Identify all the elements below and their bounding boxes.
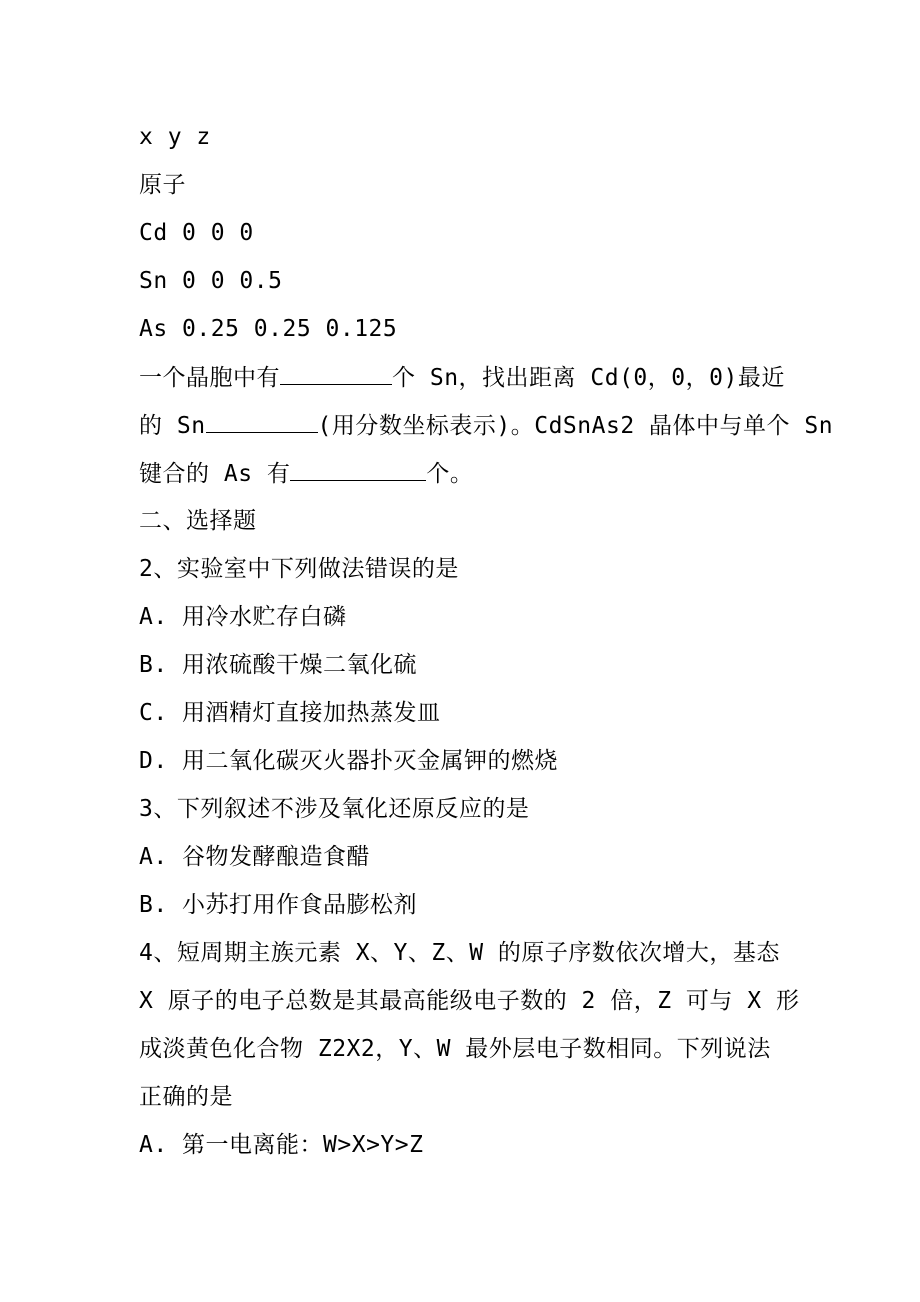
answer-blank-1 <box>280 362 392 385</box>
question-4-stem-line-3: 成淡黄色化合物 Z2X2，Y、W 最外层电子数相同。下列说法 <box>139 1036 771 1062</box>
table-row-as: As 0.25 0.25 0.125 <box>139 316 398 342</box>
section-title: 二、选择题 <box>139 508 257 534</box>
question-1-line-2 <box>139 410 834 441</box>
question-4-stem-line-4: 正确的是 <box>139 1084 233 1110</box>
question-4-stem-line-1: 4、短周期主族元素 X、Y、Z、W 的原子序数依次增大，基态 <box>139 940 780 966</box>
q1-text-2b: (用分数坐标表示)。CdSnAs2 晶体中与单个 Sn <box>317 413 834 439</box>
q1-text-3a: 键合的 As 有 <box>139 461 291 487</box>
answer-blank-2 <box>206 410 318 433</box>
question-2-option-d: D. 用二氧化碳灭火器扑灭金属钾的燃烧 <box>139 748 559 774</box>
table-row-label: 原子 <box>139 172 186 198</box>
question-1-line-3 <box>139 458 789 489</box>
table-row-cd: Cd 0 0 0 <box>139 220 254 246</box>
q1-text-2a: 的 Sn <box>139 413 206 439</box>
table-header: x y z <box>139 124 211 150</box>
question-2-option-c: C. 用酒精灯直接加热蒸发皿 <box>139 700 441 726</box>
question-1-line-1 <box>139 362 789 393</box>
question-2-option-b: B. 用浓硫酸干燥二氧化硫 <box>139 652 418 678</box>
question-3-stem: 3、下列叙述不涉及氧化还原反应的是 <box>139 796 530 822</box>
answer-blank-3 <box>290 458 426 481</box>
question-3-option-a: A. 谷物发酵酿造食醋 <box>139 844 371 870</box>
question-4-option-a: A. 第一电离能：W>X>Y>Z <box>139 1132 424 1158</box>
q1-text-1b: 个 Sn，找出距离 Cd(0，0，0)最近 <box>392 365 785 391</box>
table-row-sn: Sn 0 0 0.5 <box>139 268 283 294</box>
question-3-option-b: B. 小苏打用作食品膨松剂 <box>139 892 418 918</box>
q1-text-3b: 个。 <box>426 461 474 487</box>
question-2-stem: 2、实验室中下列做法错误的是 <box>139 556 459 582</box>
question-2-option-a: A. 用冷水贮存白磷 <box>139 604 347 630</box>
q1-text-1a: 一个晶胞中有 <box>139 365 280 391</box>
question-4-stem-line-2: X 原子的电子总数是其最高能级电子数的 2 倍，Z 可与 X 形 <box>139 988 800 1014</box>
